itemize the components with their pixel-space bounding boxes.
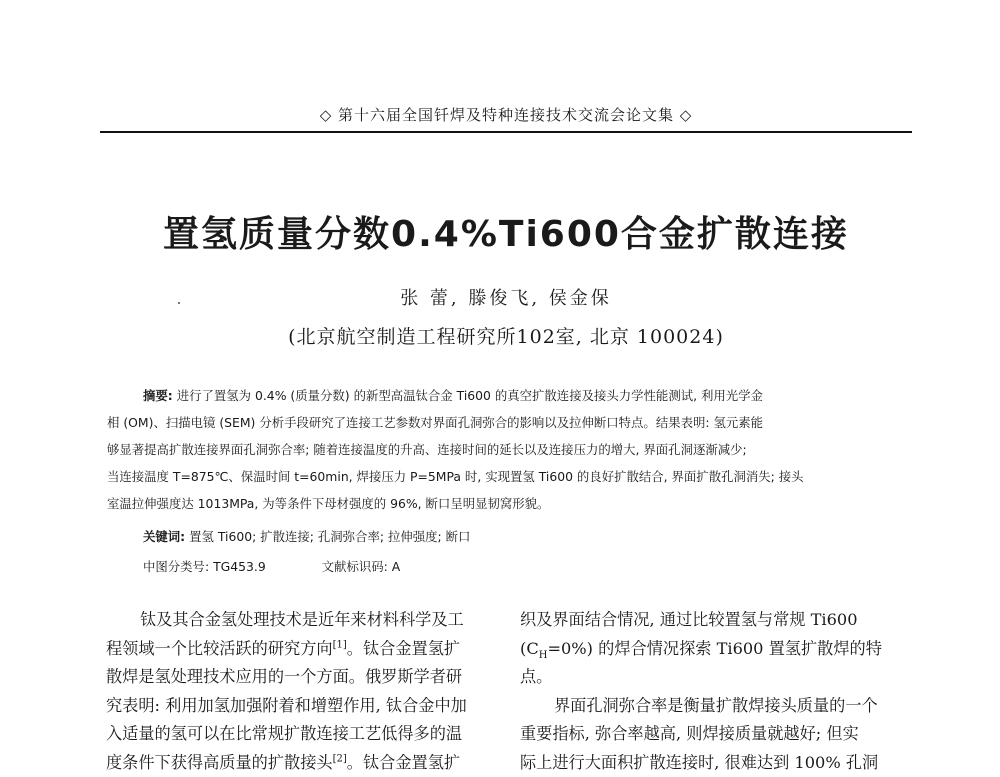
abstract-label: 摘要:	[143, 388, 173, 403]
body-right-column	[520, 606, 908, 777]
body-line: 重要指标, 弥合率越高, 则焊接质量就越好; 但实	[520, 720, 908, 749]
article-title: 置氢质量分数0.4%Ti600合金扩散连接	[100, 206, 912, 257]
header-rule	[100, 131, 912, 133]
article-affiliation: (北京航空制造工程研究所102室, 北京 100024)	[100, 322, 912, 349]
body-line: 际上进行大面积扩散连接时, 很难达到 100% 孔洞	[520, 749, 908, 777]
article-authors: 张 蕾, 滕俊飞, 侯金保	[100, 284, 912, 310]
citation-ref: [2]	[333, 753, 347, 764]
document-code: 文献标识码: A	[322, 559, 401, 574]
body-line: 入适量的氢可以在比常规扩散连接工艺低得多的温	[106, 720, 494, 749]
classification	[143, 557, 903, 575]
body-line: 究表明: 利用加氢加强附着和增塑作用, 钛合金中加	[106, 692, 494, 721]
body-line: 点。	[520, 663, 908, 692]
abstract-line: 室温拉伸强度达 1013MPa, 为等条件下母材强度的 96%, 断口呈明显韧窝形貌。	[107, 490, 907, 517]
abstract-text: 进行了置氢为 0.4% (质量分数) 的新型高温钛合金 Ti600 的真空扩散连接及接头力学性能测试, 利用光学金	[177, 388, 763, 403]
citation-ref: [1]	[333, 639, 347, 650]
keywords-text: 置氢 Ti600; 扩散连接; 孔洞弥合率; 拉伸强度; 断口	[189, 529, 470, 544]
abstract-line	[107, 382, 907, 409]
body-line: 界面孔洞弥合率是衡量扩散焊接头质量的一个	[520, 692, 908, 721]
body-line: 散焊是氢处理技术应用的一个方面。俄罗斯学者研	[106, 663, 494, 692]
running-header: ◇ 第十六届全国钎焊及特种连接技术交流会论文集 ◇	[100, 104, 912, 125]
body-line: 织及界面结合情况, 通过比较置氢与常规 Ti600	[520, 606, 908, 635]
subscript: H	[539, 650, 548, 661]
abstract-line: 相 (OM)、扫描电镜 (SEM) 分析手段研究了连接工艺参数对界面孔洞弥合的影响以及拉伸断口特点。结果表明: 氢元素能	[107, 409, 907, 436]
body-line: 程领域一个比较活跃的研究方向[1]。钛合金置氢扩	[106, 635, 494, 664]
abstract-line: 当连接温度 T=875℃、保温时间 t=60min, 焊接压力 P=5MPa 时, 实现置氢 Ti600 的良好扩散结合, 界面扩散孔洞消失; 接头	[107, 463, 907, 490]
keywords	[143, 527, 903, 545]
body-left-column	[106, 606, 494, 777]
abstract-line: 够显著提高扩散连接界面孔洞弥合率; 随着连接温度的升高、连接时间的延长以及连接压力的增大, 界面孔洞逐渐减少;	[107, 436, 907, 463]
body-line: 钛及其合金氢处理技术是近年来材料科学及工	[106, 606, 494, 635]
keywords-label: 关键词:	[143, 529, 185, 544]
body-line: 度条件下获得高质量的扩散接头[2]。钛合金置氢扩	[106, 749, 494, 777]
clc-number: 中图分类号: TG453.9	[143, 559, 266, 574]
abstract	[107, 382, 907, 517]
body-line: $(C_H=0\%)$ 的焊合情况探索 Ti600 置氢扩散焊的特	[520, 635, 908, 664]
